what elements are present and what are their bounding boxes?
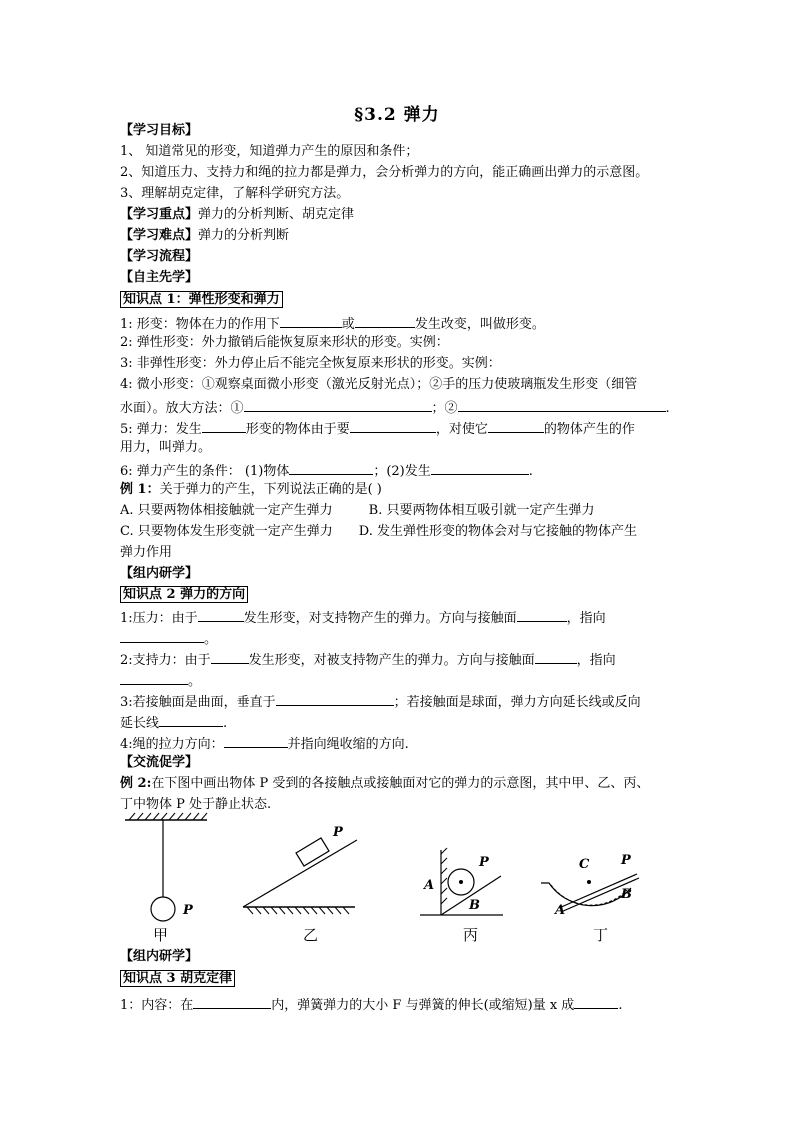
label-P: P <box>183 903 193 918</box>
support-row-2 <box>120 670 680 691</box>
elastic-deformation: 2: 弹性形变：外力撤销后能恢复原来形状的形变。实例： <box>120 335 449 350</box>
knowledge-point-1-row <box>120 291 680 309</box>
blank <box>355 313 415 328</box>
goal-1: 1、 知道常见的形变，知道弹力产生的原因和条件； <box>120 144 419 159</box>
blank <box>224 733 288 748</box>
blank <box>431 460 529 475</box>
blank <box>120 670 188 685</box>
label-A: A <box>555 903 566 918</box>
flow-label: 【学习流程】 <box>120 249 199 264</box>
example-2-question <box>120 775 680 793</box>
knowledge-point-2-heading: 知识点 2 弹力的方向 <box>120 586 248 603</box>
pressure-text-2: 发生形变，对支持物产生的弹力。方向与接触面 <box>243 611 517 626</box>
key-points-row <box>120 206 680 224</box>
support-text-2: 发生形变，对被支持物产生的弹力。方向与接触面 <box>248 653 535 668</box>
elastic-force-text: 5: 弹力：发生 <box>120 422 202 437</box>
support-row <box>120 649 680 670</box>
blank <box>574 994 618 1009</box>
key-points-label: 【学习重点】 <box>120 207 199 222</box>
example-1-question <box>120 481 680 499</box>
curved-surface-end: . <box>223 716 228 731</box>
label-jia: 甲 <box>153 926 169 944</box>
pressure-text-3: ，指向 <box>566 611 606 626</box>
blank <box>488 418 544 433</box>
pressure-row-2 <box>120 628 680 649</box>
exchange-label: 【交流促学】 <box>120 755 199 770</box>
micro-deformation-1: 4: 微小形变：①观察桌面微小形变（激光反射光点）；②手的压力使玻璃瓶发生形变（细管 <box>120 377 638 392</box>
conditions-text-2: ；(2)发生 <box>373 464 431 479</box>
rope-tension-text-2: 并指向绳收缩的方向. <box>287 737 409 752</box>
deformation-or: 或 <box>341 317 355 332</box>
label-P: P <box>479 855 489 870</box>
example-2-text: 在下图中画出物体 P 受到的各接触点或接触面对它的弹力的示意图，其中甲、乙、丙、 <box>151 776 650 791</box>
inelastic-deformation: 3: 非弹性形变：外力停止后不能完全恢复原来形状的形变。实例： <box>120 356 501 371</box>
support-text: 2:支持力：由于 <box>120 653 211 668</box>
label-B: B <box>469 898 480 913</box>
elastic-force-text-4: 的物体产生的作 <box>543 422 635 437</box>
example-1-label: 例 1： <box>120 482 160 497</box>
label-ding: 丁 <box>593 926 609 944</box>
blank <box>193 994 271 1009</box>
elastic-force-row <box>120 418 680 439</box>
label-P: P <box>621 853 631 868</box>
option-a: A. 只要两物体相接触就一定产生弹力 <box>120 503 333 518</box>
label-yi: 乙 <box>303 926 319 944</box>
conditions-row <box>120 460 680 481</box>
curved-surface-row <box>120 691 680 712</box>
elastic-force-row-2: 用力，叫弹力。 <box>120 440 212 455</box>
difficulty-row <box>120 227 680 245</box>
rope-tension-text: 4:绳的拉力方向： <box>120 737 224 752</box>
hooke-law-text-2: 内，弹簧弹力的大小 F 与弹簧的伸长(或缩短)量 x 成 <box>271 998 575 1013</box>
blank <box>198 607 244 622</box>
hooke-law-end: . <box>618 998 623 1013</box>
blank <box>120 628 204 643</box>
label-B: B <box>621 887 632 902</box>
key-points-text: 弹力的分析判断、胡克定律 <box>198 207 355 222</box>
blank <box>350 418 436 433</box>
figure-yi <box>243 825 357 944</box>
rope-tension-row <box>120 733 680 754</box>
deformation-end: 发生改变，叫做形变。 <box>414 317 545 332</box>
curved-surface-text-3: 延长线 <box>120 716 160 731</box>
support-text-3: ，指向 <box>576 653 616 668</box>
micro-deformation-2 <box>120 397 680 418</box>
figure-jia <box>125 813 207 944</box>
blank <box>280 313 342 328</box>
blank <box>276 691 394 706</box>
example-1-text: 关于弹力的产生，下列说法正确的是( ) <box>159 482 382 497</box>
knowledge-point-3-row <box>120 970 680 988</box>
blank <box>202 418 246 433</box>
example-2-label: 例 2: <box>120 776 152 791</box>
label-bing: 丙 <box>463 926 479 944</box>
pressure-end: 。 <box>204 632 218 647</box>
pressure-text: 1:压力：由于 <box>120 611 198 626</box>
force-diagrams-figure <box>115 812 655 947</box>
label-A: A <box>424 878 435 893</box>
blank <box>535 649 577 664</box>
elastic-force-text-2: 形变的物体由于要 <box>245 422 350 437</box>
option-d-cont: 弹力作用 <box>120 545 173 560</box>
deformation-text: 1: 形变：物体在力的作用下 <box>120 317 280 332</box>
elastic-force-text-3: ，对使它 <box>435 422 488 437</box>
goal-2: 2、知道压力、支持力和绳的拉力都是弹力，会分析弹力的方向，能正确画出弹力的示意图。 <box>120 165 649 180</box>
deformation-row <box>120 313 680 334</box>
group-study-label-2: 【组内研学】 <box>120 949 199 964</box>
knowledge-point-1-heading: 知识点 1：弹性形变和弹力 <box>120 291 283 308</box>
label-P: P <box>333 825 343 840</box>
example-2-question-2: 丁中物体 P 处于静止状态. <box>120 797 272 812</box>
blank <box>159 712 223 727</box>
micro-method-end: . <box>665 401 670 416</box>
conditions-end: . <box>528 464 533 479</box>
example-1-options-cd <box>120 523 680 541</box>
conditions-text: 6: 弹力产生的条件： (1)物体 <box>120 464 290 479</box>
option-d: D. 发生弹性形变的物体会对与它接触的物体产生 <box>358 524 637 539</box>
figure-bing <box>420 848 503 944</box>
difficulty-label: 【学习难点】 <box>120 228 199 243</box>
option-c: C. 只要物体发生形变就一定产生弹力 <box>120 524 333 539</box>
curved-surface-row-2 <box>120 712 680 733</box>
pressure-row <box>120 607 680 628</box>
curved-surface-text: 3:若接触面是曲面，垂直于 <box>120 695 276 710</box>
blank <box>289 460 373 475</box>
knowledge-point-2-row <box>120 586 680 604</box>
page-title: §3.2 弹力 <box>354 105 440 125</box>
knowledge-point-3-heading: 知识点 3 胡克定律 <box>120 970 235 987</box>
micro-method-2: ；② <box>431 401 458 416</box>
group-study-label: 【组内研学】 <box>120 566 199 581</box>
example-1-options-ab <box>120 502 680 520</box>
goals-header: 【学习目标】 <box>120 123 199 138</box>
label-C: C <box>579 857 590 872</box>
support-end: 。 <box>188 674 202 689</box>
blank <box>244 397 432 412</box>
micro-method-text: 水面）。放大方法：① <box>120 401 244 416</box>
hooke-law-row <box>120 994 680 1015</box>
hooke-law-text: 1：内容：在 <box>120 998 194 1013</box>
self-study-label: 【自主先学】 <box>120 270 199 285</box>
blank <box>517 607 567 622</box>
figure-ding <box>541 853 639 944</box>
blank <box>211 649 249 664</box>
difficulty-text: 弹力的分析判断 <box>198 228 290 243</box>
curved-surface-text-2: ；若接触面是球面，弹力方向延长线或反向 <box>393 695 641 710</box>
blank <box>458 397 666 412</box>
goal-3: 3、理解胡克定律，了解科学研究方法。 <box>120 186 350 201</box>
option-b: B. 只要两物体相互吸引就一定产生弹力 <box>368 503 595 518</box>
